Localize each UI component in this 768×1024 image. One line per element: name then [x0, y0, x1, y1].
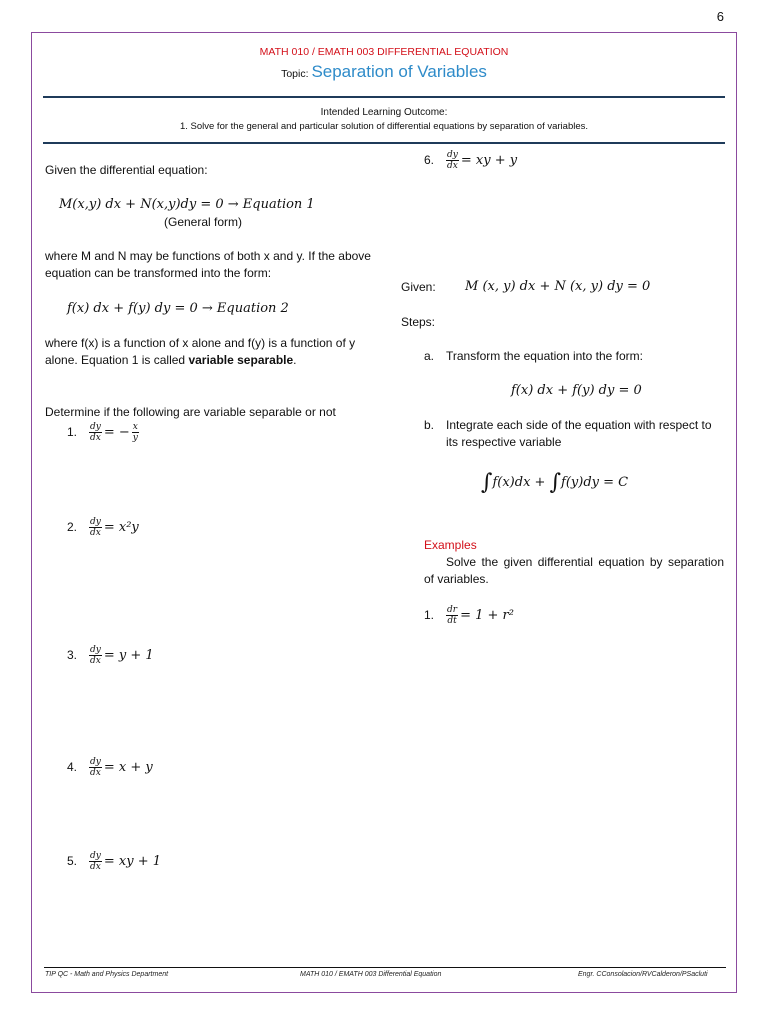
- equation-1-caption: (General form): [164, 215, 243, 229]
- examples-heading: Examples: [424, 538, 477, 552]
- example-1: 1. $\frac{dr}{dt}$ = 1 + r²: [424, 605, 514, 626]
- footer-right: Engr. CConsolacion/RVCalderon/PSacluti: [578, 971, 708, 978]
- problem-4: 4. $\frac{dy}{dx}$ = x + y: [67, 757, 153, 778]
- given-equation: M (x, y) dx + N (x, y) dy = 0: [465, 279, 651, 294]
- given-label: Given:: [401, 280, 436, 294]
- header-rule-top: [43, 96, 725, 98]
- ilo-heading: Intended Learning Outcome:: [320, 107, 448, 118]
- integral-equation: ∫f(x)dx + ∫f(y)dy = C: [481, 470, 629, 495]
- intro-text: Given the differential equation:: [45, 163, 208, 177]
- problem-6: 6. $\frac{dy}{dx}$ = xy + y: [424, 150, 518, 171]
- paragraph-2: [45, 335, 375, 369]
- fraction: $\frac{x}{y}$: [132, 422, 138, 443]
- determine-instruction: Determine if the following are variable separable or not: [45, 405, 336, 419]
- step-a-equation: f(x) dx + f(y) dy = 0: [511, 383, 642, 398]
- topic-line: [31, 62, 737, 82]
- step-a-text: Transform the equation into the form:: [446, 349, 643, 363]
- problem-1: 1. $\frac{dy}{dx}$ = − $\frac{x}{y}$: [67, 422, 138, 443]
- header-rule-bottom: [43, 142, 725, 144]
- problem-1-number: 1.: [67, 425, 78, 439]
- step-b-text: Integrate each side of the equation with respect to its respective variable: [446, 418, 712, 449]
- paragraph-2-text: where f(x) is a function of x alone and f(y) is a function of y alone. Equation 1 is called: [45, 336, 356, 367]
- integral-sign: ∫: [549, 470, 562, 495]
- footer-rule: [44, 967, 726, 968]
- paragraph-2-end: .: [293, 353, 297, 367]
- problem-5: 5. $\frac{dy}{dx}$ = xy + 1: [67, 851, 161, 872]
- ilo-item: 1. Solve for the general and particular solution of differential equations by separation of variables.: [179, 121, 589, 132]
- page-number: 6: [716, 9, 724, 24]
- equation-2: f(x) dx + f(y) dy = 0 → Equation 2: [67, 301, 289, 316]
- equation-1: M(x,y) dx + N(x,y)dy = 0 → Equation 1: [59, 197, 315, 212]
- step-a-label: a.: [424, 349, 435, 363]
- term-variable-separable: variable separable: [188, 353, 294, 367]
- problem-3: 3. $\frac{dy}{dx}$ = y + 1: [67, 645, 154, 666]
- footer-center: MATH 010 / EMATH 003 Differential Equation: [300, 971, 442, 978]
- topic-title: Separation of Variables: [311, 62, 487, 81]
- problem-2: 2. $\frac{dy}{dx}$ = x²y: [67, 517, 139, 538]
- fraction: $\frac{dy}{dx}$: [90, 422, 101, 443]
- integral-sign: ∫: [481, 470, 493, 495]
- steps-label: Steps:: [401, 315, 436, 329]
- footer-left: TIP QC - Math and Physics Department: [45, 971, 169, 978]
- paragraph-1: where M and N may be functions of both x and y. If the above equation can be transformed into the form:: [45, 249, 371, 280]
- topic-label: Topic:: [281, 68, 309, 80]
- course-title: MATH 010 / EMATH 003 DIFFERENTIAL EQUATION: [259, 46, 509, 58]
- examples-text: Solve the given differential equation by separation of variables.: [424, 555, 724, 586]
- step-b-label: b.: [424, 418, 435, 432]
